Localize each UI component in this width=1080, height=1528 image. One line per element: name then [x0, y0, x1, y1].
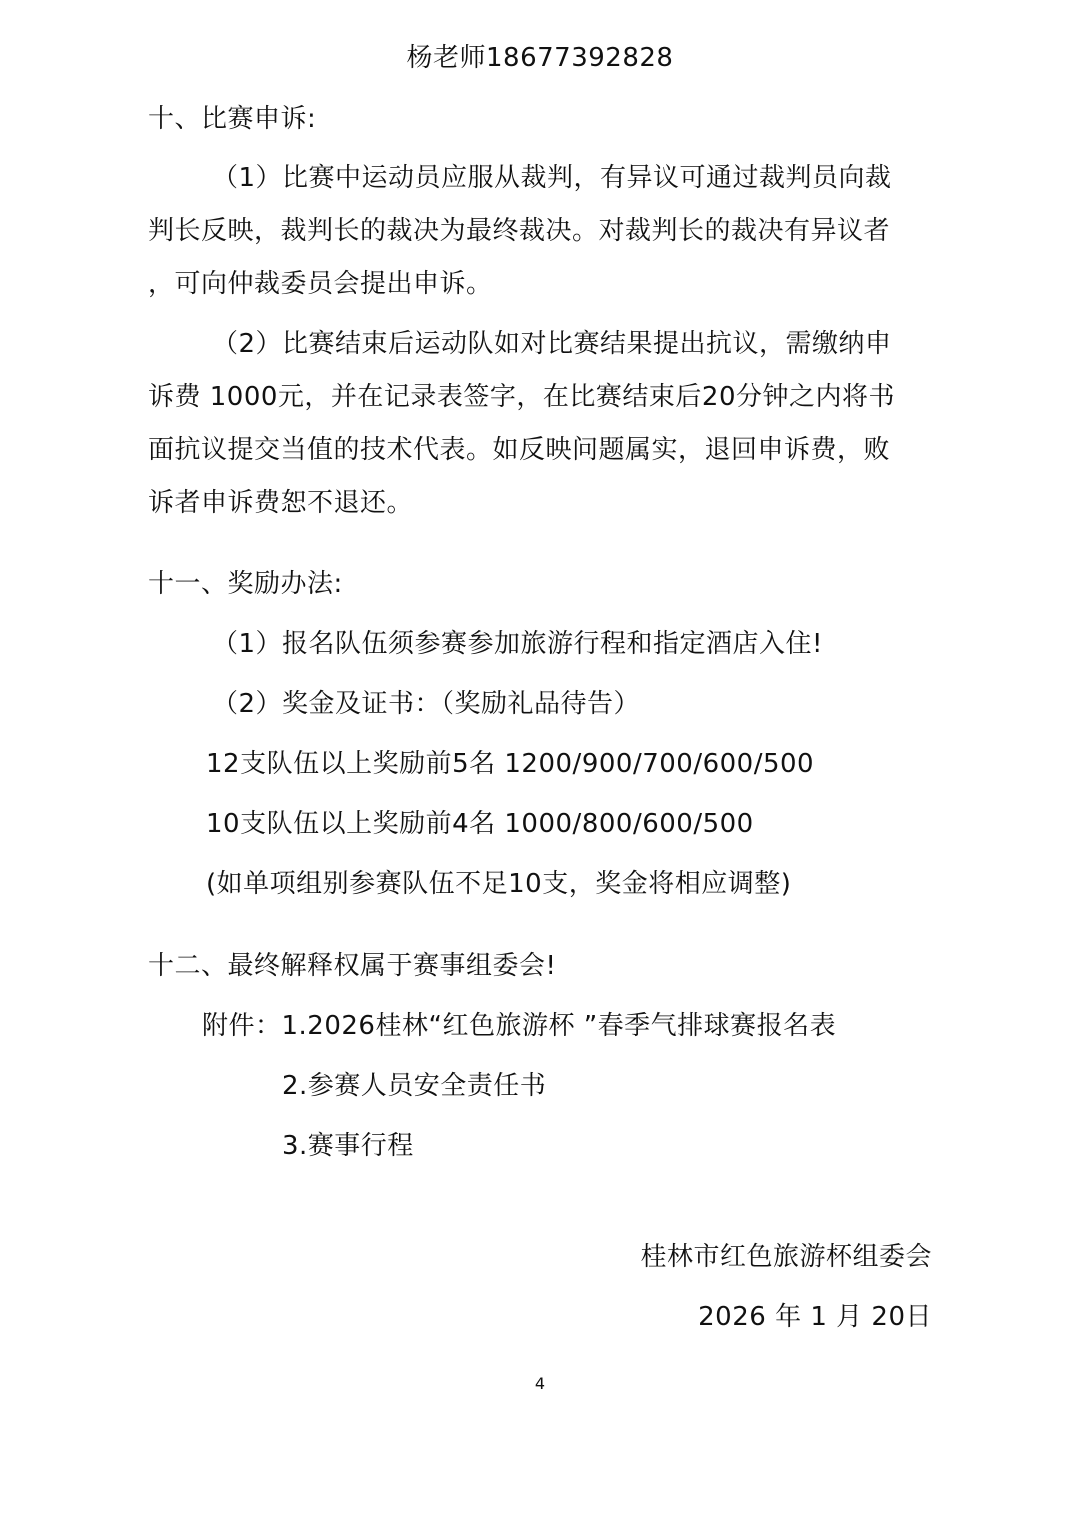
section-10-p2-line-2: 诉费 1000元，并在记录表签字，在比赛结束后20分钟之内将书	[148, 382, 896, 412]
section-10-p1-line-1: （1）比赛中运动员应服从裁判，有异议可通过裁判员向裁	[212, 163, 892, 193]
section-10-p1-line-3: ，可向仲裁委员会提出申诉。	[148, 269, 493, 299]
signature-org: 桂林市红色旅游杯组委会	[640, 1242, 932, 1272]
section-11-item-1: （1）报名队伍须参赛参加旅游行程和指定酒店入住!	[212, 629, 823, 659]
prize-line-2: 10支队伍以上奖励前4名 1000/800/600/500	[206, 809, 754, 839]
signature-date: 2026 年 1 月 20日	[698, 1302, 932, 1332]
section-10-p2-line-3: 面抗议提交当值的技术代表。如反映问题属实，退回申诉费，败	[148, 435, 891, 465]
section-10-p1-line-2: 判长反映，裁判长的裁决为最终裁决。对裁判长的裁决有异议者	[148, 216, 891, 246]
section-11-title: 十一、奖励办法:	[148, 569, 343, 599]
contact-line: 杨老师18677392828	[406, 43, 674, 73]
section-10-title: 十、比赛申诉:	[148, 104, 317, 134]
page-number: 4	[534, 1374, 546, 1393]
prize-line-1: 12支队伍以上奖励前5名 1200/900/700/600/500	[206, 749, 815, 779]
section-11-item-2: （2）奖金及证书：（奖励礼品待告）	[212, 689, 641, 719]
section-10-p2-line-4: 诉者申诉费恕不退还。	[148, 488, 414, 518]
attachment-1: 附件：1.2026桂林“红色旅游杯 ”春季气排球赛报名表	[202, 1011, 837, 1041]
attachment-3: 3.赛事行程	[282, 1131, 414, 1161]
section-12-title: 十二、最终解释权属于赛事组委会!	[148, 951, 557, 981]
section-10-p2-line-1: （2）比赛结束后运动队如对比赛结果提出抗议，需缴纳申	[212, 329, 892, 359]
prize-note: (如单项组别参赛队伍不足10支，奖金将相应调整)	[206, 869, 792, 899]
attachment-2: 2.参赛人员安全责任书	[282, 1071, 547, 1101]
